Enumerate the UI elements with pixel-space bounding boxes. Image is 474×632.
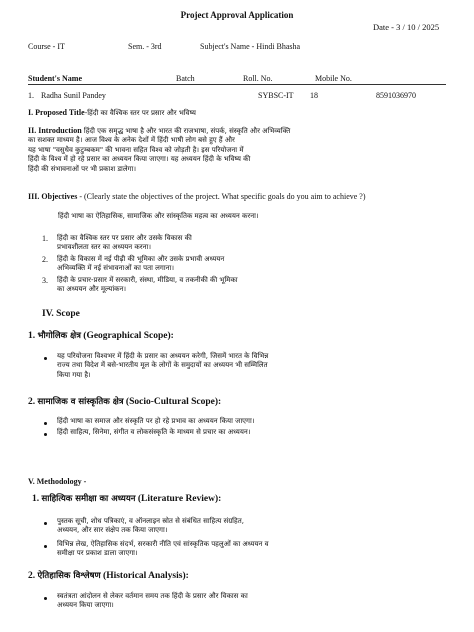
bullet-dot xyxy=(44,522,47,525)
course-field: Course - IT xyxy=(28,42,65,51)
introduction-label: II. Introduction xyxy=(28,126,82,135)
proposed-title-text: -हिंदी का वैश्विक स्तर पर प्रसार और भविष्य xyxy=(84,109,196,117)
introduction-line: यह भाषा "वसुधैव कुटुम्बकम" की भावना सहित विश्व को जोड़ती है। इस परियोजना में xyxy=(28,145,244,154)
scope-bullet: हिंदी भाषा का समाज और संस्कृति पर हो रहे प्रभाव का अध्ययन किया जाएगा। xyxy=(57,417,255,425)
objective-item: हिंदी का वैश्विक स्तर पर प्रसार और उसके विकास की प्रभावशीलता स्तर का अध्ययन करना। xyxy=(57,234,192,252)
student-batch: SYBSC-IT xyxy=(258,91,294,100)
scope-heading: IV. Scope xyxy=(42,309,80,319)
methodology-bullet: पुस्तक सूची, शोध पत्रिकाएं, व ऑनलाइन स्रोत से संबंधित साहित्य संग्रहित, अध्ययन, और सार संक्षेप तक किया जाएगा। xyxy=(57,517,244,535)
geographical-scope-heading: 1. भौगोलिक क्षेत्र (Geographical Scope): xyxy=(28,331,174,341)
application-date: Date - 3 / 10 / 2025 xyxy=(373,22,440,32)
student-name: Radha Sunil Pandey xyxy=(41,91,106,100)
objective-item: हिंदी के प्रचार-प्रसार में सरकारी, संस्था, मीडिया, व तकनीकी की भूमिका का अध्ययन और मूल्यांकन। xyxy=(57,276,238,294)
introduction-line: हिंदी एक समृद्ध भाषा है और भारत की राजभाषा, संपर्क, संस्कृति और अभिव्यक्ति xyxy=(83,127,291,135)
semester-field: Sem. - 3rd xyxy=(128,42,162,51)
student-mobile-no: 8591036970 xyxy=(376,91,416,100)
introduction-line: हिंदी के विश्व में हो रहे प्रसार का अध्ययन किया जाएगा। यह अध्ययन हिंदी के भविष्य की xyxy=(28,155,251,164)
subject-field: Subject's Name - Hindi Bhasha xyxy=(200,42,301,51)
objectives-label: III. Objectives xyxy=(28,192,78,201)
objectives-heading xyxy=(28,192,366,201)
mobile-no-header: Mobile No. xyxy=(315,74,352,83)
methodology-bullet: स्वतंत्रता आंदोलन से लेकर वर्तमान समय तक हिंदी के प्रसार और विकास का अध्ययन किया जाएगा। xyxy=(57,592,248,610)
objectives-intro: हिंदी भाषा का ऐतिहासिक, सामाजिक और सांस्कृतिक महत्व का अध्ययन करना। xyxy=(58,212,259,220)
methodology-heading: V. Methodology - xyxy=(28,477,87,486)
scope-bullet: यह परियोजना विश्वभर में हिंदी के प्रसार का अध्ययन करेगी, जिसमें भारत के विभिन्न राज्य तथा विदेश में बसे-भारतीय मूल के लोगों के समुदायों का अध्ययन भी सम्मिलित किया गया है। xyxy=(57,352,269,379)
objective-number: 3. xyxy=(42,276,48,285)
batch-header: Batch xyxy=(176,74,195,83)
objective-item: हिंदी के विकास में नई पीढ़ी की भूमिका और उसके प्रभावी अध्ययन अभिव्यक्ति में नई संभावनाओं का पता लगाना। xyxy=(57,255,225,273)
roll-no-header: Roll. No. xyxy=(243,74,273,83)
introduction-line: हिंदी की संभावनाओं पर भी प्रकाश डालेगा। xyxy=(28,164,137,173)
proposed-title-section xyxy=(28,108,196,118)
bullet-dot xyxy=(44,433,47,436)
scope-bullet: हिंदी साहित्य, सिनेमा, संगीत व लोकसंस्कृति के माध्यम से प्रचार का अध्ययन। xyxy=(57,428,251,436)
table-header-rule xyxy=(28,84,446,85)
bullet-dot xyxy=(44,357,47,360)
bullet-dot xyxy=(44,422,47,425)
socio-cultural-scope-heading: 2. सामाजिक व सांस्कृतिक क्षेत्र (Socio-Cultural Scope): xyxy=(28,397,222,407)
introduction-section xyxy=(28,126,448,174)
objective-number: 2. xyxy=(42,255,48,264)
objectives-prompt: - (Clearly state the objectives of the project. What specific goals do you aim to achieve ?) xyxy=(79,192,366,201)
literature-review-heading: 1. साहित्यिक समीक्षा का अध्ययन (Literature Review): xyxy=(32,494,222,504)
student-name-header: Student's Name xyxy=(28,74,83,83)
bullet-dot xyxy=(44,597,47,600)
student-row-index: 1. xyxy=(28,91,34,100)
introduction-line: का सशक्त माध्यम है। आज विश्व के अनेक देशों में हिंदी भाषी लोग बसे हुए हैं और xyxy=(28,136,235,145)
proposed-title-label: I. Proposed Title xyxy=(28,108,85,117)
methodology-bullet: विभिन्न लेख, ऐतिहासिक संदर्भ, सरकारी नीति एवं सांस्कृतिक पहलुओं का अध्ययन व समीक्षा पर प्रकाश डाला जाएगा। xyxy=(57,540,269,558)
objective-number: 1. xyxy=(42,234,48,243)
bullet-dot xyxy=(44,545,47,548)
student-roll-no: 18 xyxy=(310,91,318,100)
document-title: Project Approval Application xyxy=(180,10,294,20)
historical-analysis-heading: 2. ऐतिहासिक विश्लेषण (Historical Analysis): xyxy=(28,571,189,581)
